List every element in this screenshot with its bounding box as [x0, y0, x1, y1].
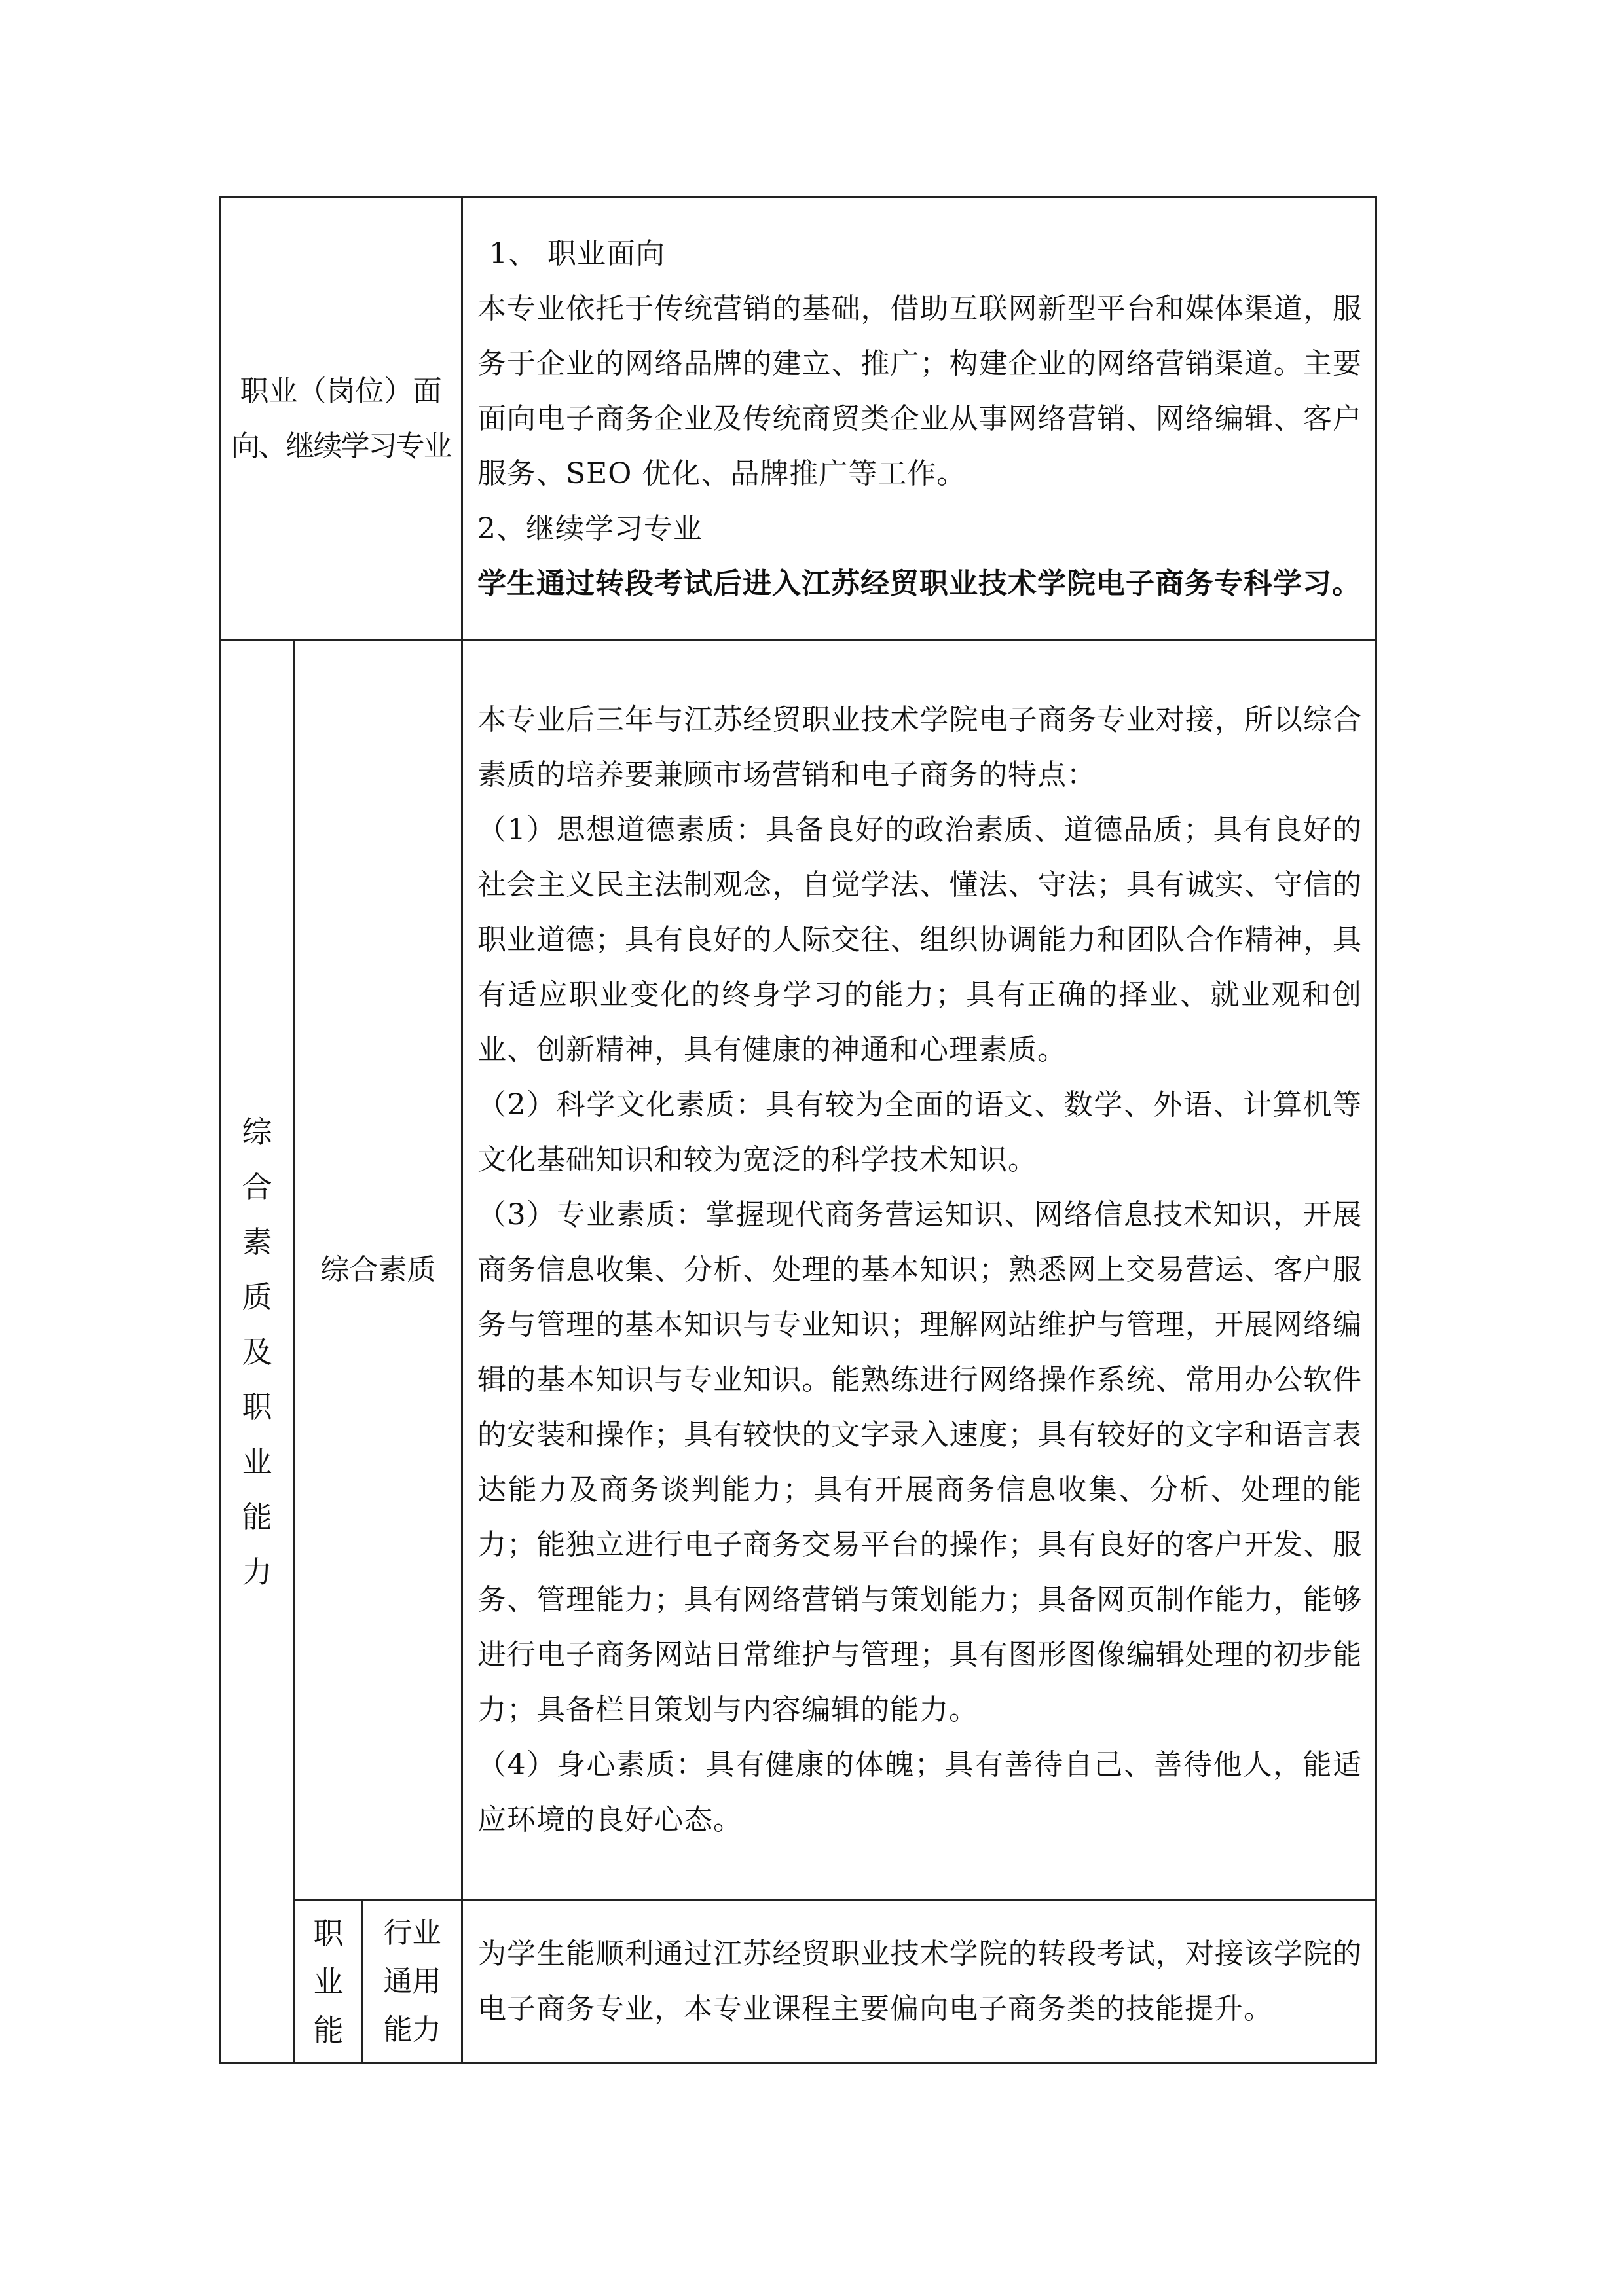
- ability-sub-label-line: 通用: [383, 1964, 441, 1998]
- quality-label-char: 力: [242, 1554, 272, 1590]
- career-item2-text: 学生通过转段考试后进入江苏经贸职业技术学院电子商务专科学习。: [477, 566, 1361, 600]
- quality-intro: 本专业后三年与江苏经贸职业技术学院电子商务专业对接，所以综合素质的培养要兼顾市场营销和电子商务的特点：: [477, 702, 1362, 792]
- ability-label: [295, 1900, 363, 2064]
- ability-content-cell: [462, 1900, 1376, 2064]
- ability-sub-label-line: 行业: [383, 1916, 441, 1950]
- ability-row: [220, 1900, 1376, 2064]
- quality-label-char: 合: [242, 1169, 272, 1205]
- career-header-cell: [220, 198, 462, 640]
- ability-sub-label: [363, 1900, 462, 2064]
- quality-label-char: 职: [242, 1389, 272, 1425]
- quality-label-char: 业: [242, 1444, 272, 1480]
- ability-label-char: 业: [313, 1963, 344, 1999]
- career-header-line-1: 职业（岗位）面: [240, 374, 442, 408]
- ability-label-char: 职: [313, 1915, 344, 1951]
- quality-content-cell: [462, 640, 1376, 1900]
- quality-label-char: 质: [242, 1279, 272, 1315]
- quality-item-1: （1）思想道德素质：具备良好的政治素质、道德品质；具有良好的社会主义民主法制观念，自觉学法、懂法、守法；具有诚实、守信的职业道德；具有良好的人际交往、组织协调能力和团队合作精神，具有适应职业变化的终身学习的能力；具有正确的择业、就业观和创业、创新精神，具有健康的神通和心理素质。: [477, 812, 1362, 1066]
- career-item1-text: 本专业依托于传统营销的基础，借助互联网新型平台和媒体渠道，服务于企业的网络品牌的建立、推广；构建企业的网络营销渠道。主要面向电子商务企业及传统商贸类企业从事网络营销、网络编辑、客户服务、SEO 优化、品牌推广等工作。: [477, 291, 1362, 490]
- quality-label-char: 综: [242, 1114, 272, 1150]
- quality-item-3: （3）专业素质：掌握现代商务营运知识、网络信息技术知识，开展商务信息收集、分析、处理的基本知识；熟悉网上交易营运、客户服务与管理的基本知识与专业知识；理解网站维护与管理，开展网络编辑的基本知识与专业知识。能熟练进行网络操作系统、常用办公软件的安装和操作；具有较快的文字录入速度；具有较好的文字和语言表达能力及商务谈判能力；具有开展商务信息收集、分析、处理的能力；能独立进行电子商务交易平台的操作；具有良好的客户开发、服务、管理能力；具有网络营销与策划能力；具备网页制作能力，能够进行电子商务网站日常维护与管理；具有图形图像编辑处理的初步能力；具备栏目策划与内容编辑的能力。: [477, 1197, 1362, 1726]
- quality-label-char: 能: [242, 1499, 272, 1535]
- quality-item-4: （4）身心素质：具有健康的体魄；具有善待自己、善待他人，能适应环境的良好心态。: [477, 1747, 1362, 1836]
- career-content-cell: [462, 198, 1376, 640]
- quality-label-char: 素: [242, 1224, 272, 1260]
- ability-sub-label-line: 能力: [383, 2013, 441, 2047]
- ability-label-char: 能: [313, 2012, 344, 2048]
- training-plan-table: [219, 196, 1377, 2064]
- career-item2-title: 2、继续学习专业: [477, 511, 703, 545]
- career-row: [220, 198, 1376, 640]
- quality-row: [220, 640, 1376, 1900]
- ability-text: 为学生能顺利通过江苏经贸职业技术学院的转段考试，对接该学院的电子商务专业，本专业课程主要偏向电子商务类的技能提升。: [477, 1937, 1362, 2026]
- quality-label-char: 及: [242, 1334, 272, 1370]
- career-header-line-2: 向、继续学习专业: [231, 429, 451, 463]
- career-item1-title: 1、 职业面向: [489, 236, 665, 270]
- quality-ability-label: [220, 640, 295, 2064]
- quality-item-2: （2）科学文化素质：具有较为全面的语文、数学、外语、计算机等文化基础知识和较为宽泛的科学技术知识。: [477, 1087, 1362, 1176]
- quality-inner-label: 综合素质: [295, 640, 462, 1900]
